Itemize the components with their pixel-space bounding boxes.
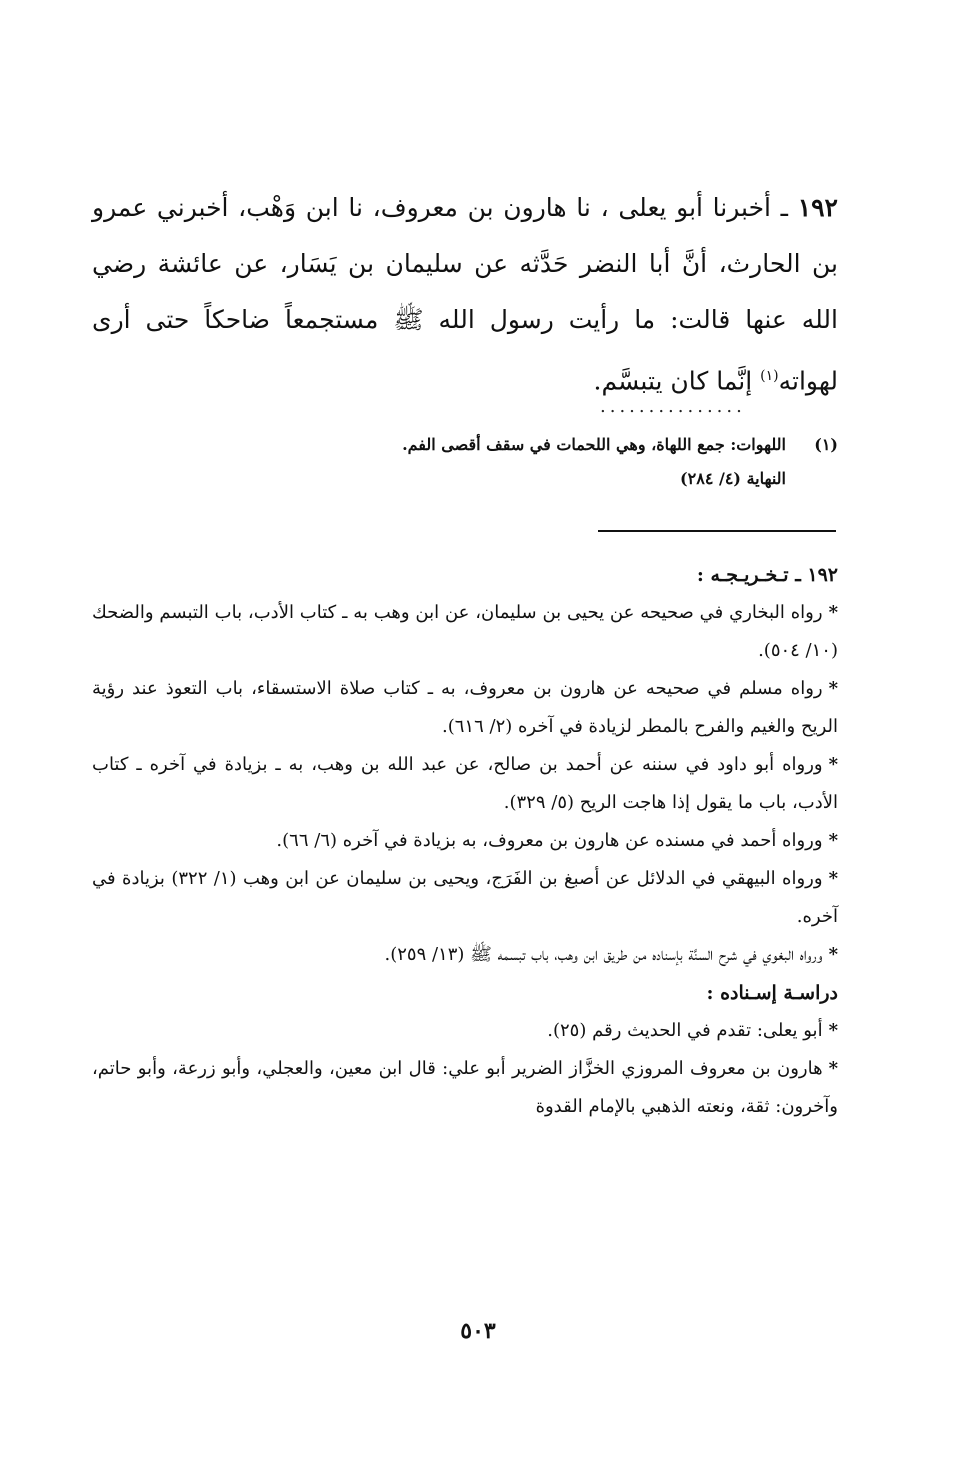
takhrij-item-text: ورواه البيهقي في الدلائل عن أصبغ بن الفَرَج، ويحيى بن سليمان عن ابن وهب (١/ ٣٢٢) بزيادة في آخره. [92,868,838,927]
footnote-number: (١) [814,435,838,454]
isnad-heading: دراسـة إسـناده : [706,982,838,1004]
bullet-star: * [828,754,838,775]
takhrij-item [92,860,838,936]
takhrij-item-text: ورواه أبو داود في سننه عن أحمد بن صالح، عن عبد الله بن وهب، به ـ بزيادة في آخره ـ كتاب الأدب، باب ما يقول إذا هاجت الريح (٥/ ٣٢٩). [92,754,838,813]
isnad-item-text: أبو يعلى: تقدم في الحديث رقم (٢٥). [547,1020,823,1041]
takhrij-item [92,936,838,974]
separator-dots: ............... [600,396,746,416]
footnote [150,428,838,496]
takhrij-item-text: رواه مسلم في صحيحه عن هارون بن معروف، به ـ كتاب صلاة الاستسقاء، باب التعوذ عند رؤية الريح والغيم والفرح بالمطر لزيادة في آخره (٢/ ٦١٦). [92,678,838,737]
footnote-divider [598,530,836,532]
page-number: ٥٠٣ [460,1318,496,1344]
takhrij-item-text: ورواه البغوي في شرح السنَّة بإسناده من طريق ابن وهب، باب تبسمه ﷺ (١٣/ ٢٥٩). [384,944,823,965]
bullet-star: * [828,678,838,699]
isnad-item [92,1012,838,1050]
bullet-star: * [828,1020,838,1041]
footnote-line-2: النهاية (٤/ ٢٨٤) [680,469,786,488]
hadith-number: ١٩٢ [797,193,838,222]
hadith-body-end: إنَّما كان يتبسَّم. [593,366,761,396]
takhrij-heading: ١٩٢ ـ تـخـريـجـه : [696,564,838,586]
takhrij-item [92,670,838,746]
bullet-star: * [828,868,838,889]
takhrij-item-text: ورواه أحمد في مسنده عن هارون بن معروف، به بزيادة في آخره (٦/ ٦٦). [276,830,823,851]
hadith-text [92,180,838,409]
footnote-text: اللهوات: جمع اللهاة، وهي اللحمات في سقف أقصى الفم. [402,435,786,454]
isnad-item [92,1050,838,1126]
bullet-star: * [828,1058,838,1079]
bullet-star: * [828,830,838,851]
takhrij-item [92,594,838,670]
bullet-star: * [828,602,838,623]
footnote-reference: (١) [760,368,779,384]
takhrij-item [92,822,838,860]
bullet-star: * [828,944,838,965]
takhrij-item-text: رواه البخاري في صحيحه عن يحيى بن سليمان، عن ابن وهب به ـ كتاب الأدب، باب التبسم والضحك (١٠/ ٥٠٤). [92,602,838,661]
isnad-item-text: هارون بن معروف المروزي الخزَّاز الضرير أبو علي: قال ابن معين، والعجلي، وأبو زرعة، وأبو حاتم، وآخرون: ثقة، ونعته الذهبي بالإمام القدوة [92,1058,838,1117]
takhrij-item [92,746,838,822]
footnote-line-1 [150,428,838,462]
hadith-body: ـ أخبرنا أبو يعلى ، نا هارون بن معروف، نا ابن وَهْب، أخبرني عمرو بن الحارث، أنَّ أبا النضر حَدَّثه عن سليمان بن يَسَار، عن عائشة رضي الله عنها قالت: ما رأيت رسول الله ﷺ مستجمعاً ضاحكاً حتى أرى لهواته [92,193,838,396]
takhrij-section [92,556,838,1126]
